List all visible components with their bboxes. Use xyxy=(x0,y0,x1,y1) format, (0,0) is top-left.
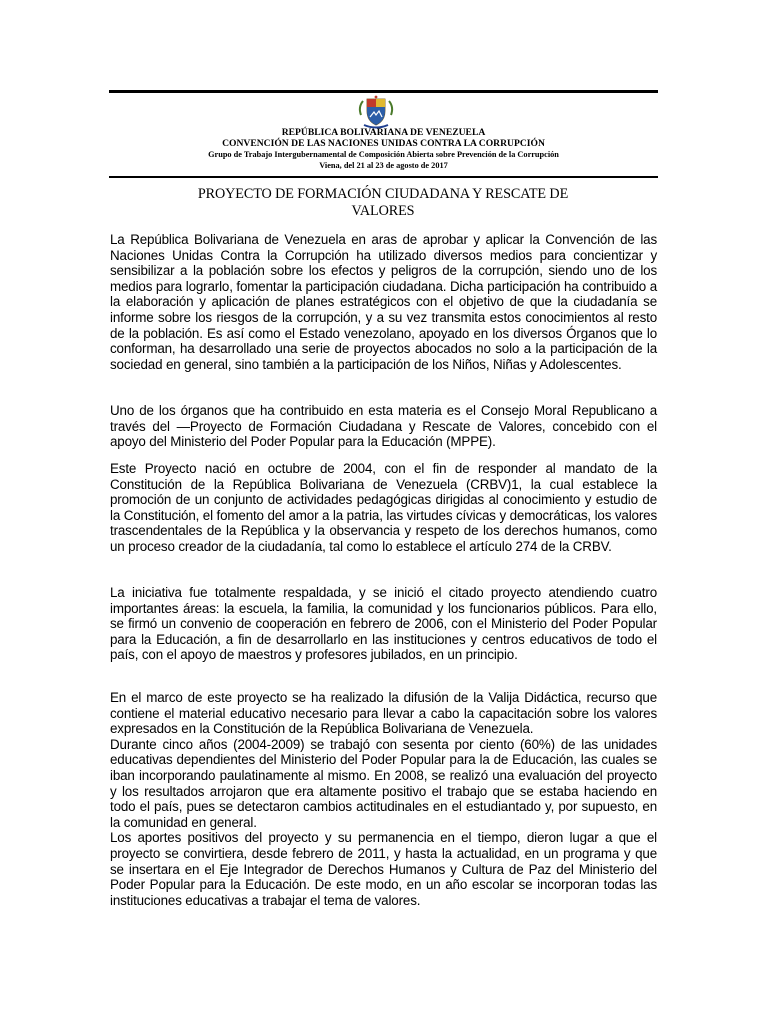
document-title xyxy=(160,186,606,220)
header-country: REPÚBLICA BOLIVARIANA DE VENEZUELA xyxy=(281,127,486,138)
venezuela-coat-of-arms-icon xyxy=(355,95,397,129)
header-location-date: Viena, del 21 al 23 de agosto de 2017 xyxy=(319,161,448,170)
title-line-2: VALORES xyxy=(351,203,415,219)
header-convention: CONVENCIÓN DE LAS NACIONES UNIDAS CONTRA LA CORRUPCIÓN xyxy=(222,138,545,149)
paragraph-group-valija xyxy=(110,690,657,908)
paragraph: La República Bolivariana de Venezuela en aras de aprobar y aplicar la Convención de las Naciones Unidas Contra la Corrupción ha utilizado diversos medios para concientizar y sensibilizar a la población sobre los efectos y peligros de la corrupción, siendo uno de los medios para lograrlo, fomentar la participación ciudadana. Dicha participación ha contribuido a la elaboración y aplicación de planes estratégicos con el objetivo de que la ciudadanía se informe sobre los riesgos de la corrupción, y a su vez transmita estos conocimientos al resto de la población. Es así como el Estado venezolano, apoyado en los diversos Órganos que lo conforman, ha desarrollado una serie de proyectos abocados no solo a la participación de la sociedad en general, sino también a la participación de los Niños, Niñas y Adolescentes. xyxy=(110,232,657,372)
header-working-group: Grupo de Trabajo Intergubernamental de Composición Abierta sobre Prevención de la Corrupción xyxy=(208,150,559,159)
paragraph: La iniciativa fue totalmente respaldada, y se inició el citado proyecto atendiendo cuatro importantes áreas: la escuela, la familia, la comunidad y los funcionarios públicos. Para ello, se firmó un convenio de cooperación en febrero de 2006, con el Ministerio del Poder Popular para la Educación, a fin de desarrollarlo en las instituciones y centros educativos de todo el país, con el apoyo de maestros y profesores jubilados, en un principio. xyxy=(110,585,657,663)
paragraph-intro xyxy=(110,232,657,372)
paragraph: Los aportes positivos del proyecto y su permanencia en el tiempo, dieron lugar a que el proyecto se convirtiera, desde febrero de 2011, y hasta la actualidad, en un programa y que se insertara en el Eje Integrador de Derechos Humanos y Cultura de Paz del Ministerio del Poder Popular para la Educación. De este modo, en un año escolar se incorporan todas las instituciones educativas a trabajar el tema de valores. xyxy=(110,830,657,908)
paragraph: Uno de los órganos que ha contribuido en esta materia es el Consejo Moral Republicano a través del ―Proyecto de Formación Ciudadana y Rescate de Valores, concebido con el apoyo del Ministerio del Poder Popular para la Educación (MPPE). xyxy=(110,403,657,450)
document-header xyxy=(109,127,658,171)
paragraph: Este Proyecto nació en octubre de 2004, con el fin de responder al mandato de la Constitución de la República Bolivariana de Venezuela (CRBV)1, la cual establece la promoción de un conjunto de actividades pedagógicas dirigidas al conocimiento y estudio de la Constitución, el fomento del amor a la patria, las virtudes cívicas y democráticas, los valores trascendentales de la República y la observancia y respeto de los derechos humanos, como un proceso creador de la ciudadanía, tal como lo establece el artículo 274 de la CRBV. xyxy=(110,461,657,554)
paragraph: Durante cinco años (2004-2009) se trabajó con sesenta por ciento (60%) de las unidades educativas dependientes del Ministerio del Poder Popular para la de Educación, las cuales se iban incorporando paulatinamente al mismo. En 2008, se realizó una evaluación del proyecto y los resultados arrojaron que era altamente positivo el trabajo que se estaba haciendo en todo el país, pues se detectaron cambios actitudinales en el estudiantado y, por supuesto, en la comunidad en general. xyxy=(110,736,657,830)
header-top-rule xyxy=(109,90,658,93)
paragraph-iniciativa xyxy=(110,585,657,663)
paragraph-consejo-moral xyxy=(110,403,657,450)
header-bottom-rule xyxy=(109,176,658,178)
title-line-1: PROYECTO DE FORMACIÓN CIUDADANA Y RESCATE DE xyxy=(197,186,569,202)
paragraph: En el marco de este proyecto se ha realizado la difusión de la Valija Didáctica, recurso que contiene el material educativo necesario para llevar a cabo la capacitación sobre los valores expresados en la Constitución de la República Bolivariana de Venezuela. xyxy=(110,690,657,737)
paragraph-origen-proyecto xyxy=(110,461,657,555)
